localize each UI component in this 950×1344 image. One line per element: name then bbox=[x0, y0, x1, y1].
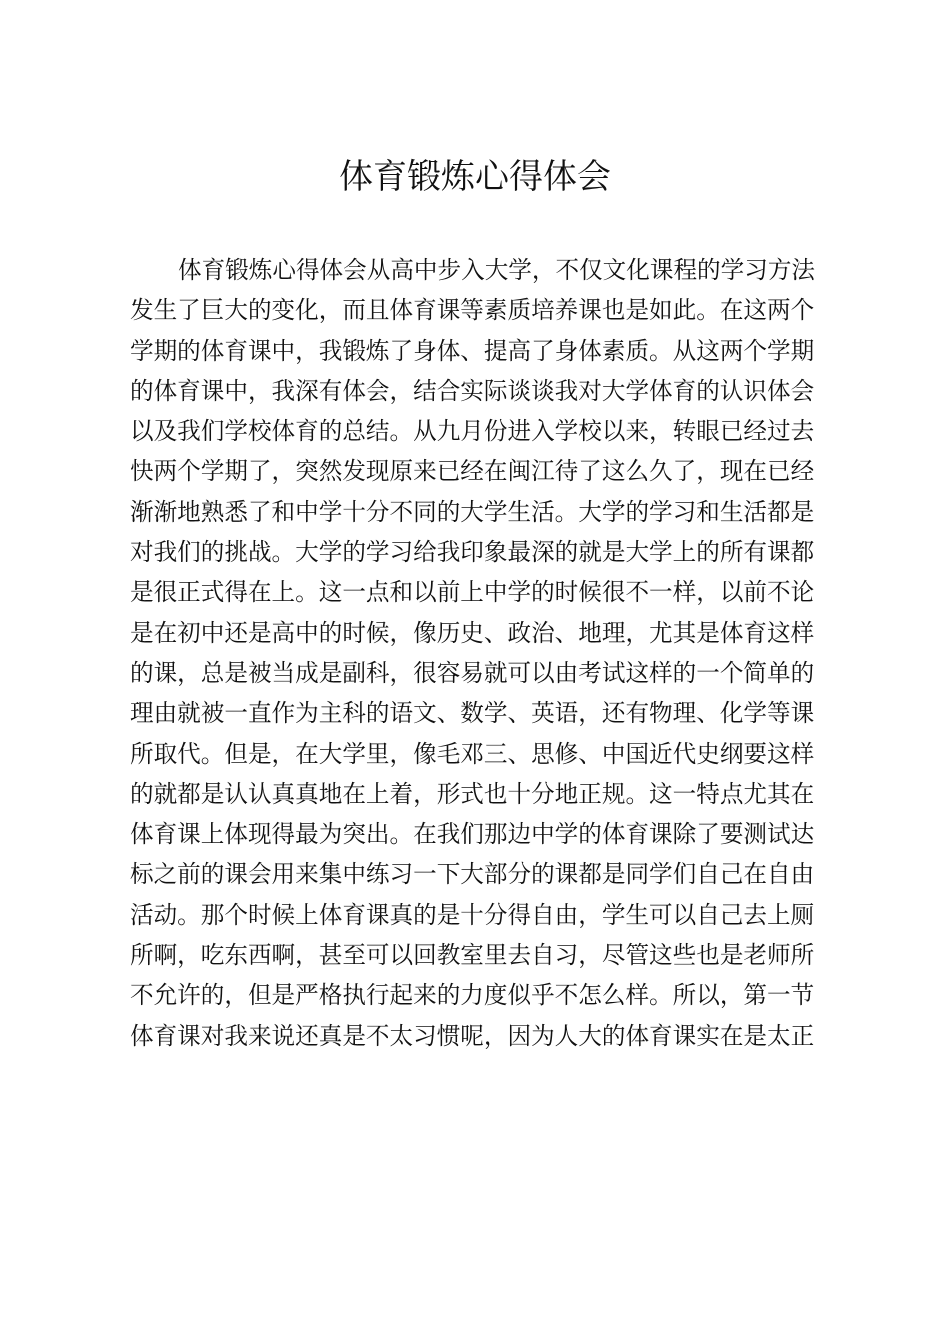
text-line: 理由就被一直作为主科的语文、数学、英语，还有物理、化学等课 bbox=[130, 699, 815, 728]
text-line: 的课，总是被当成是副科，很容易就可以由考试这样的一个简单的 bbox=[130, 658, 815, 687]
text-line: 对我们的挑战。大学的学习给我印象最深的就是大学上的所有课都 bbox=[130, 538, 815, 567]
text-line: 的就都是认认真真地在上着，形式也十分地正规。这一特点尤其在 bbox=[130, 779, 815, 808]
text-line: 标之前的课会用来集中练习一下大部分的课都是同学们自己在自由 bbox=[130, 860, 815, 889]
text-line: 是在初中还是高中的时候，像历史、政治、地理，尤其是体育这样 bbox=[130, 618, 815, 647]
text-line: 体育锻炼心得体会从高中步入大学，不仅文化课程的学习方法 bbox=[178, 256, 816, 284]
text-line: 不允许的，但是严格执行起来的力度似乎不怎么样。所以，第一节 bbox=[130, 981, 815, 1010]
text-line: 所啊，吃东西啊，甚至可以回教室里去自习，尽管这些也是老师所 bbox=[130, 941, 815, 970]
text-line: 体育课对我来说还真是不太习惯呢，因为人大的体育课实在是太正 bbox=[130, 1021, 815, 1050]
text-line: 发生了巨大的变化，而且体育课等素质培养课也是如此。在这两个 bbox=[130, 296, 815, 325]
text-line: 的体育课中，我深有体会，结合实际谈谈我对大学体育的认识体会 bbox=[130, 376, 815, 405]
text-line: 以及我们学校体育的总结。从九月份进入学校以来，转眼已经过去 bbox=[130, 417, 815, 446]
text-line: 学期的体育课中，我锻炼了身体、提高了身体素质。从这两个学期 bbox=[130, 336, 815, 365]
body-paragraph bbox=[130, 250, 830, 1056]
text-line: 所取代。但是，在大学里，像毛邓三、思修、中国近代史纲要这样 bbox=[130, 739, 815, 768]
text-line: 是很正式得在上。这一点和以前上中学的时候很不一样，以前不论 bbox=[130, 578, 815, 607]
page-title: 体育锻炼心得体会 bbox=[339, 156, 611, 197]
text-line: 快两个学期了，突然发现原来已经在闽江待了这么久了，现在已经 bbox=[130, 457, 815, 486]
text-line: 渐渐地熟悉了和中学十分不同的大学生活。大学的学习和生活都是 bbox=[130, 497, 815, 526]
text-line: 活动。那个时候上体育课真的是十分得自由，学生可以自己去上厕 bbox=[130, 900, 815, 929]
text-line: 体育课上体现得最为突出。在我们那边中学的体育课除了要测试达 bbox=[130, 820, 815, 849]
